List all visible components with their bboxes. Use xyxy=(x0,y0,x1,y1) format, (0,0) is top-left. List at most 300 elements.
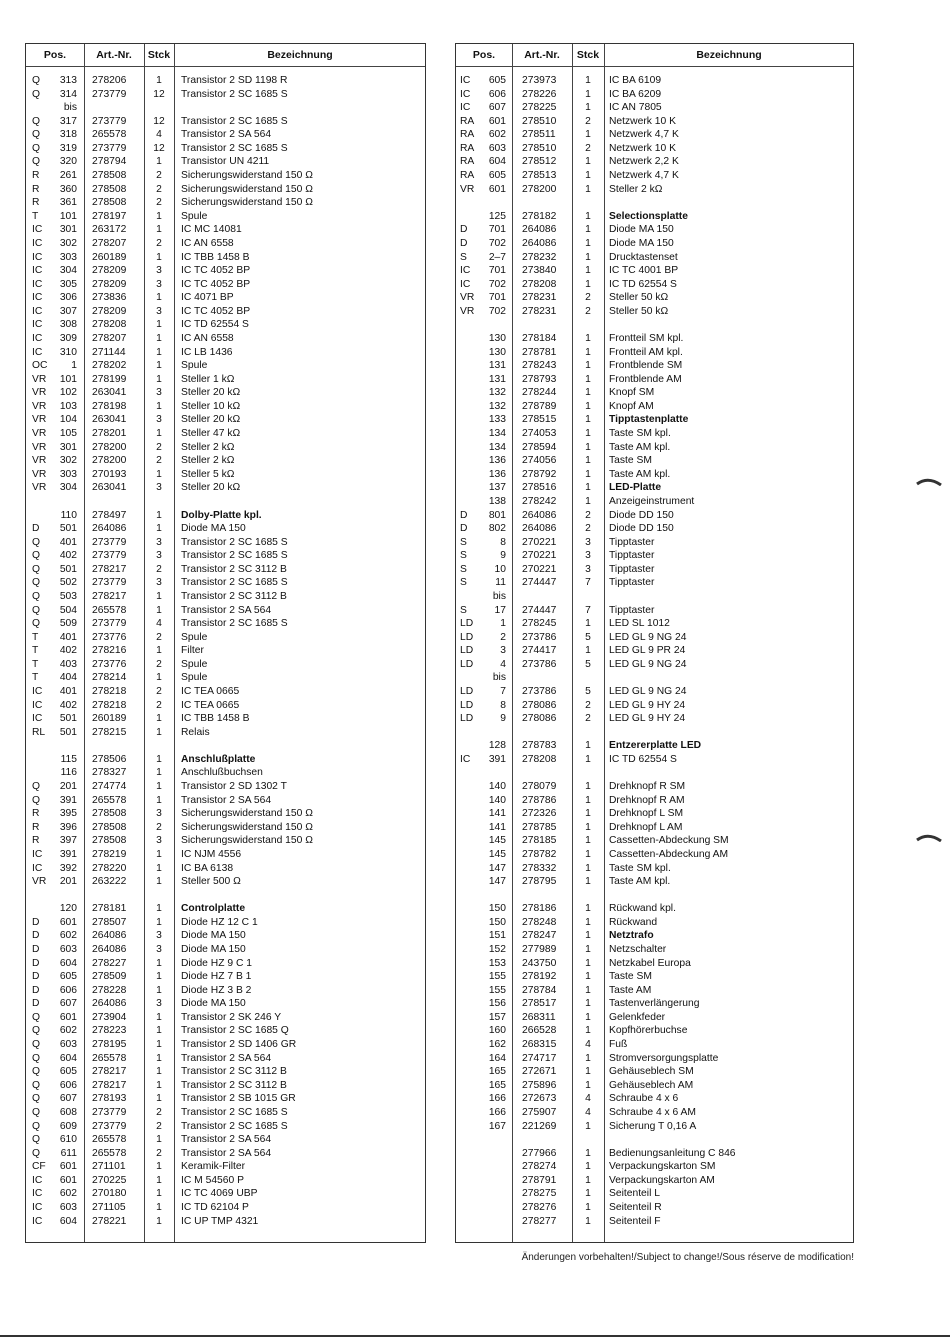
cell-pos-number: 303 xyxy=(59,468,77,480)
cell-bezeichnung: Netzwerk 4,7 K xyxy=(609,129,679,141)
cell-bezeichnung: Transistor 2 SC 3112 B xyxy=(181,1079,287,1091)
table-row xyxy=(456,101,853,115)
table-row xyxy=(26,848,425,862)
table-row xyxy=(26,278,425,292)
cell-stck: 2 xyxy=(585,699,591,711)
cell-pos-letter: D xyxy=(32,984,40,996)
table-row xyxy=(456,997,853,1011)
cell-pos-number: 403 xyxy=(59,658,77,670)
cell-stck: 1 xyxy=(585,414,591,426)
cell-bezeichnung: Sicherungswiderstand 150 Ω xyxy=(181,170,313,182)
table-row xyxy=(456,794,853,808)
table-row xyxy=(26,251,425,265)
cell-pos-number: 501 xyxy=(59,726,77,738)
cell-stck: 1 xyxy=(156,590,162,602)
cell-bezeichnung: Tipptaster xyxy=(609,550,655,562)
table-row xyxy=(26,658,425,672)
cell-art-nr: 278218 xyxy=(92,699,127,711)
cell-pos-letter: Q xyxy=(32,618,41,630)
table-row xyxy=(26,875,425,889)
cell-pos-letter: VR xyxy=(32,400,47,412)
cell-stck: 1 xyxy=(585,1147,591,1159)
cell-bezeichnung: Entzererplatte LED xyxy=(609,740,702,752)
header-art-nr: Art.-Nr. xyxy=(524,49,560,61)
table-row xyxy=(456,264,853,278)
cell-stck: 3 xyxy=(156,577,162,589)
table-row xyxy=(456,509,853,523)
cell-pos-letter: D xyxy=(460,224,468,236)
cell-bezeichnung: LED SL 1012 xyxy=(609,618,670,630)
cell-stck: 1 xyxy=(156,916,162,928)
table-row xyxy=(26,685,425,699)
cell-pos-letter: IC xyxy=(32,224,43,236)
cell-pos-number: 601 xyxy=(59,916,77,928)
cell-pos-number: 147 xyxy=(488,876,506,888)
cell-pos-number: 603 xyxy=(59,944,77,955)
cell-pos-number: 603 xyxy=(59,1201,77,1213)
cell-bezeichnung: Seitenteil F xyxy=(609,1215,661,1227)
cell-pos-number: 116 xyxy=(60,767,77,779)
cell-pos-letter: R xyxy=(32,183,40,195)
table-row xyxy=(26,495,425,509)
cell-pos-number: 601 xyxy=(59,1174,77,1186)
cell-stck: 2 xyxy=(156,455,162,467)
header-art-nr: Art.-Nr. xyxy=(96,49,132,61)
cell-pos-letter: S xyxy=(460,536,467,548)
cell-pos-number: 401 xyxy=(59,686,77,698)
table-row xyxy=(456,685,853,699)
cell-art-nr: 278507 xyxy=(92,916,127,928)
cell-art-nr: 278245 xyxy=(522,618,557,630)
cell-pos-number: 317 xyxy=(59,115,77,127)
table-row xyxy=(26,509,425,523)
cell-art-nr: 273779 xyxy=(92,88,127,100)
cell-pos-letter: IC xyxy=(32,713,43,725)
cell-pos-number: 702 xyxy=(488,278,506,290)
cell-stck: 2 xyxy=(156,237,162,249)
cell-bezeichnung: Schraube 4 x 6 AM xyxy=(609,1106,697,1118)
cell-bezeichnung: Transistor 2 SC 1685 S xyxy=(181,550,288,562)
cell-pos-letter: OC xyxy=(32,360,48,372)
cell-stck: 1 xyxy=(156,753,162,765)
cell-art-nr: 278327 xyxy=(92,767,127,779)
cell-art-nr: 274417 xyxy=(522,645,557,657)
table-row xyxy=(26,821,425,835)
cell-stck: 2 xyxy=(585,142,591,154)
cell-bezeichnung: Sicherungswiderstand 150 Ω xyxy=(181,183,313,195)
table-row xyxy=(26,590,425,604)
cell-stck: 1 xyxy=(585,753,591,765)
cell-art-nr: 278516 xyxy=(522,482,557,494)
cell-stck: 1 xyxy=(585,75,591,86)
cell-stck: 3 xyxy=(156,835,162,847)
table-row xyxy=(456,916,853,930)
table-row xyxy=(26,481,425,495)
cell-pos-number: 11 xyxy=(495,577,506,589)
cell-pos-letter: VR xyxy=(32,441,47,453)
cell-stck: 3 xyxy=(156,265,162,277)
cell-bezeichnung: Dolby-Platte kpl. xyxy=(181,509,262,521)
cell-pos-letter: Q xyxy=(32,1134,41,1146)
cell-stck: 2 xyxy=(156,821,162,833)
cell-art-nr: 278792 xyxy=(522,468,557,480)
cell-pos-letter: Q xyxy=(32,604,41,616)
cell-pos-number: 141 xyxy=(488,808,506,820)
cell-pos-number: 702 xyxy=(488,237,506,249)
table-row xyxy=(26,522,425,536)
cell-pos-letter: VR xyxy=(32,387,47,399)
cell-art-nr: 273904 xyxy=(92,1011,127,1023)
cell-art-nr: 278509 xyxy=(92,971,127,983)
parts-table-left xyxy=(25,43,426,1243)
table-row xyxy=(26,183,425,197)
cell-stck: 1 xyxy=(156,713,162,725)
cell-pos-letter: S xyxy=(460,251,467,263)
cell-bezeichnung: Rückwand kpl. xyxy=(609,903,676,915)
cell-pos-number: 304 xyxy=(59,482,77,494)
cell-stck: 3 xyxy=(156,930,162,942)
cell-art-nr: 278209 xyxy=(92,278,127,290)
cell-pos-letter: LD xyxy=(460,631,474,643)
cell-pos-letter: IC xyxy=(32,1188,43,1200)
cell-art-nr: 273786 xyxy=(522,658,557,670)
table-row xyxy=(26,739,425,753)
cell-bezeichnung: Filter xyxy=(181,645,204,657)
cell-bezeichnung: IC BA 6209 xyxy=(609,88,662,100)
cell-pos-number: 402 xyxy=(59,645,77,657)
cell-bezeichnung: Schraube 4 x 6 xyxy=(609,1093,679,1105)
cell-bezeichnung: Selectionsplatte xyxy=(609,210,688,222)
cell-bezeichnung: Spule xyxy=(181,631,208,643)
table-row xyxy=(26,617,425,631)
cell-stck: 1 xyxy=(156,156,162,168)
cell-art-nr: 273973 xyxy=(522,75,557,86)
cell-pos-number: 610 xyxy=(59,1134,77,1146)
cell-bezeichnung: LED GL 9 NG 24 xyxy=(609,686,687,698)
cell-bezeichnung: Taste AM kpl. xyxy=(609,468,671,480)
cell-pos-letter: Q xyxy=(32,88,41,100)
cell-pos-number: 2–7 xyxy=(488,251,506,263)
cell-pos-letter: S xyxy=(460,563,467,575)
cell-pos-letter: LD xyxy=(460,713,474,725)
cell-art-nr: 272673 xyxy=(522,1093,557,1105)
table-row xyxy=(456,413,853,427)
cell-art-nr: 263041 xyxy=(92,414,127,426)
table-row xyxy=(456,251,853,265)
cell-pos-letter: VR xyxy=(32,373,47,385)
cell-stck: 2 xyxy=(156,441,162,453)
cell-stck: 1 xyxy=(585,251,591,263)
cell-pos-number: 201 xyxy=(59,876,77,888)
cell-stck: 1 xyxy=(156,292,162,304)
cell-stck: 4 xyxy=(156,129,162,141)
cell-bezeichnung: Steller 1 kΩ xyxy=(181,373,235,385)
cell-art-nr: 274053 xyxy=(522,428,557,440)
cell-art-nr: 278332 xyxy=(522,862,557,874)
cell-stck: 3 xyxy=(156,808,162,820)
cell-bezeichnung: Seitenteil R xyxy=(609,1201,662,1213)
table-row xyxy=(456,481,853,495)
cell-art-nr: 278517 xyxy=(522,998,557,1010)
table-row xyxy=(26,780,425,794)
cell-pos-number: 603 xyxy=(59,1039,77,1051)
table-row xyxy=(456,1106,853,1120)
cell-art-nr: 278512 xyxy=(522,156,557,168)
table-row xyxy=(26,305,425,319)
cell-pos-letter: IC xyxy=(460,102,471,114)
cell-bezeichnung: Drehknopf R SM xyxy=(609,781,686,793)
cell-stck: 1 xyxy=(156,862,162,874)
cell-art-nr: 273786 xyxy=(522,631,557,643)
cell-bezeichnung: Cassetten-Abdeckung AM xyxy=(609,848,729,860)
cell-art-nr: 278192 xyxy=(522,971,557,983)
cell-art-nr: 277989 xyxy=(522,944,557,955)
cell-bezeichnung: IC TD 62554 S xyxy=(181,319,249,331)
cell-art-nr: 265578 xyxy=(92,1052,127,1064)
cell-stck: 4 xyxy=(585,1039,591,1051)
cell-pos-letter: LD xyxy=(460,645,474,657)
cell-bezeichnung: Transistor 2 SC 1685 S xyxy=(181,115,288,127)
parts-table-right xyxy=(455,43,854,1243)
table-row xyxy=(26,332,425,346)
cell-pos-letter: RA xyxy=(460,142,475,154)
cell-bezeichnung: Anschlußplatte xyxy=(181,753,256,765)
table-row xyxy=(456,753,853,767)
cell-pos-letter: IC xyxy=(32,265,43,277)
table-row xyxy=(456,766,853,780)
cell-art-nr: 265578 xyxy=(92,129,127,141)
table-row xyxy=(26,1024,425,1038)
table-row xyxy=(26,210,425,224)
cell-art-nr: 278206 xyxy=(92,75,127,86)
cell-bezeichnung: Diode MA 150 xyxy=(609,224,674,236)
cell-bezeichnung: Steller 47 kΩ xyxy=(181,428,241,440)
table-row xyxy=(26,196,425,210)
cell-pos-number: bis xyxy=(63,102,77,114)
cell-pos-number: 131 xyxy=(488,373,506,385)
table-row xyxy=(26,169,425,183)
cell-stck: 2 xyxy=(585,713,591,725)
cell-pos-letter: Q xyxy=(32,1066,41,1078)
cell-art-nr: 278216 xyxy=(92,645,127,657)
cell-art-nr: 278510 xyxy=(522,142,557,154)
cell-pos-number: 165 xyxy=(488,1079,506,1091)
cell-pos-letter: D xyxy=(460,523,468,535)
cell-stck: 1 xyxy=(156,1011,162,1023)
table-row xyxy=(456,1092,853,1106)
cell-art-nr: 278200 xyxy=(92,455,127,467)
cell-art-nr: 278215 xyxy=(92,726,127,738)
cell-bezeichnung: Controlplatte xyxy=(181,903,246,915)
cell-pos-number: 201 xyxy=(59,781,77,793)
cell-bezeichnung: Keramik-Filter xyxy=(181,1161,246,1173)
cell-bezeichnung: Transistor 2 SD 1198 R xyxy=(181,75,288,86)
cell-stck: 4 xyxy=(585,1106,591,1118)
cell-pos-letter: VR xyxy=(32,414,47,426)
cell-stck: 1 xyxy=(585,876,591,888)
cell-bezeichnung: Bedienungsanleitung C 846 xyxy=(609,1147,736,1159)
table-row xyxy=(26,699,425,713)
cell-pos-number: 141 xyxy=(488,821,506,833)
cell-pos-letter: Q xyxy=(32,1025,41,1037)
table-row xyxy=(26,834,425,848)
cell-bezeichnung: LED-Platte xyxy=(609,482,662,494)
cell-stck: 1 xyxy=(585,129,591,141)
cell-pos-number: 318 xyxy=(59,129,77,141)
table-row xyxy=(26,346,425,360)
table-row xyxy=(26,359,425,373)
cell-stck: 1 xyxy=(156,428,162,440)
cell-pos-letter: Q xyxy=(32,115,41,127)
cell-pos-number: 605 xyxy=(59,971,77,983)
table-row xyxy=(26,1187,425,1201)
cell-stck: 2 xyxy=(585,292,591,304)
cell-stck: 1 xyxy=(585,971,591,983)
cell-stck: 1 xyxy=(585,808,591,820)
cell-stck: 1 xyxy=(585,346,591,358)
cell-pos-letter: D xyxy=(32,957,40,969)
table-row xyxy=(456,1187,853,1201)
cell-art-nr: 278207 xyxy=(92,237,127,249)
cell-bezeichnung: Drucktastenset xyxy=(609,251,678,263)
cell-pos-number: 305 xyxy=(59,278,77,290)
cell-pos-number: 302 xyxy=(59,237,77,249)
cell-pos-number: 304 xyxy=(59,265,77,277)
cell-bezeichnung: IC NJM 4556 xyxy=(181,848,242,860)
cell-pos-number: 401 xyxy=(59,536,77,548)
cell-stck: 2 xyxy=(156,197,162,209)
cell-pos-letter: RA xyxy=(460,129,475,141)
cell-stck: 2 xyxy=(156,1120,162,1132)
cell-stck: 1 xyxy=(585,428,591,440)
cell-stck: 1 xyxy=(585,495,591,507)
cell-bezeichnung: Stromversorgungsplatte xyxy=(609,1052,719,1064)
cell-art-nr: 273779 xyxy=(92,536,127,548)
cell-art-nr: 265578 xyxy=(92,1147,127,1159)
table-row xyxy=(456,88,853,102)
table-row xyxy=(456,590,853,604)
cell-stck: 1 xyxy=(156,1066,162,1078)
cell-bezeichnung: Sicherungswiderstand 150 Ω xyxy=(181,197,313,209)
cell-stck: 4 xyxy=(585,1093,591,1105)
cell-art-nr: 273779 xyxy=(92,142,127,154)
cell-stck: 1 xyxy=(585,618,591,630)
table-row xyxy=(456,427,853,441)
cell-art-nr: 266528 xyxy=(522,1025,557,1037)
cell-pos-letter: D xyxy=(32,998,40,1010)
cell-pos-number: 102 xyxy=(59,387,77,399)
table-row xyxy=(456,1024,853,1038)
cell-pos-number: 320 xyxy=(59,156,77,168)
cell-bezeichnung: Transistor 2 SC 1685 Q xyxy=(181,1025,289,1037)
cell-bezeichnung: Transistor 2 SC 3112 B xyxy=(181,563,287,575)
table-rows xyxy=(456,74,853,1228)
cell-bezeichnung: Steller 20 kΩ xyxy=(181,482,241,494)
cell-pos-letter: IC xyxy=(32,332,43,344)
cell-art-nr: 278508 xyxy=(92,808,127,820)
cell-bezeichnung: Steller 50 kΩ xyxy=(609,292,669,304)
cell-stck: 2 xyxy=(156,183,162,195)
cell-art-nr: 273776 xyxy=(92,658,127,670)
table-row xyxy=(26,1201,425,1215)
table-row xyxy=(456,862,853,876)
table-header xyxy=(456,44,853,67)
cell-bezeichnung: Knopf AM xyxy=(609,400,654,412)
cell-bezeichnung: Netzwerk 2,2 K xyxy=(609,156,679,168)
cell-art-nr: 264086 xyxy=(522,509,557,521)
cell-stck: 1 xyxy=(156,319,162,331)
cell-art-nr: 278789 xyxy=(522,400,557,412)
cell-pos-number: 160 xyxy=(488,1025,506,1037)
cell-art-nr: 264086 xyxy=(92,944,127,955)
cell-bezeichnung: Anzeigeinstrument xyxy=(609,495,695,507)
table-row xyxy=(26,862,425,876)
cell-stck: 1 xyxy=(156,224,162,236)
cell-art-nr: 278208 xyxy=(522,278,557,290)
cell-pos-number: 702 xyxy=(488,305,506,317)
cell-bezeichnung: Netzwerk 10 K xyxy=(609,115,676,127)
table-row xyxy=(456,468,853,482)
page-bottom-rule xyxy=(0,1335,950,1337)
cell-pos-number: 134 xyxy=(488,428,506,440)
cell-pos-letter: Q xyxy=(32,142,41,154)
cell-stck: 3 xyxy=(156,305,162,317)
cell-stck: 3 xyxy=(156,482,162,494)
cell-pos-number: 313 xyxy=(59,75,77,86)
cell-bezeichnung: Transistor 2 SK 246 Y xyxy=(181,1011,282,1023)
table-row xyxy=(26,1065,425,1079)
cell-bezeichnung: Sicherungswiderstand 150 Ω xyxy=(181,821,313,833)
cell-pos-letter: Q xyxy=(32,1093,41,1105)
cell-pos-number: 504 xyxy=(59,604,77,616)
cell-art-nr: 273779 xyxy=(92,577,127,589)
table-row xyxy=(26,970,425,984)
cell-art-nr: 278199 xyxy=(92,373,127,385)
cell-art-nr: 263041 xyxy=(92,387,127,399)
cell-pos-number: 7 xyxy=(500,686,506,698)
table-row xyxy=(26,291,425,305)
cell-stck: 2 xyxy=(585,305,591,317)
cell-stck: 2 xyxy=(156,658,162,670)
cell-art-nr: 278207 xyxy=(92,332,127,344)
cell-art-nr: 278185 xyxy=(522,835,557,847)
cell-stck: 4 xyxy=(156,618,162,630)
cell-stck: 1 xyxy=(156,672,162,684)
cell-art-nr: 278510 xyxy=(522,115,557,127)
table-row xyxy=(26,115,425,129)
cell-pos-letter: IC xyxy=(32,305,43,317)
cell-art-nr: 271105 xyxy=(92,1201,126,1213)
cell-stck: 1 xyxy=(156,794,162,806)
cell-art-nr: 278515 xyxy=(522,414,557,426)
table-row xyxy=(456,726,853,740)
cell-pos-number: 509 xyxy=(59,618,77,630)
cell-pos-number: 401 xyxy=(59,631,77,643)
table-row xyxy=(26,644,425,658)
cell-pos-number: 605 xyxy=(59,1066,77,1078)
cell-stck: 1 xyxy=(585,102,591,114)
cell-art-nr: 278274 xyxy=(522,1161,557,1173)
cell-art-nr: 278243 xyxy=(522,360,557,372)
table-row xyxy=(26,318,425,332)
cell-bezeichnung: Sicherung T 0,16 A xyxy=(609,1120,697,1132)
cell-bezeichnung: Gelenkfeder xyxy=(609,1011,666,1023)
table-row xyxy=(456,957,853,971)
cell-pos-number: 608 xyxy=(59,1106,77,1118)
cell-pos-number: 503 xyxy=(59,590,77,602)
table-row xyxy=(456,183,853,197)
cell-bezeichnung: Fuß xyxy=(609,1039,628,1051)
